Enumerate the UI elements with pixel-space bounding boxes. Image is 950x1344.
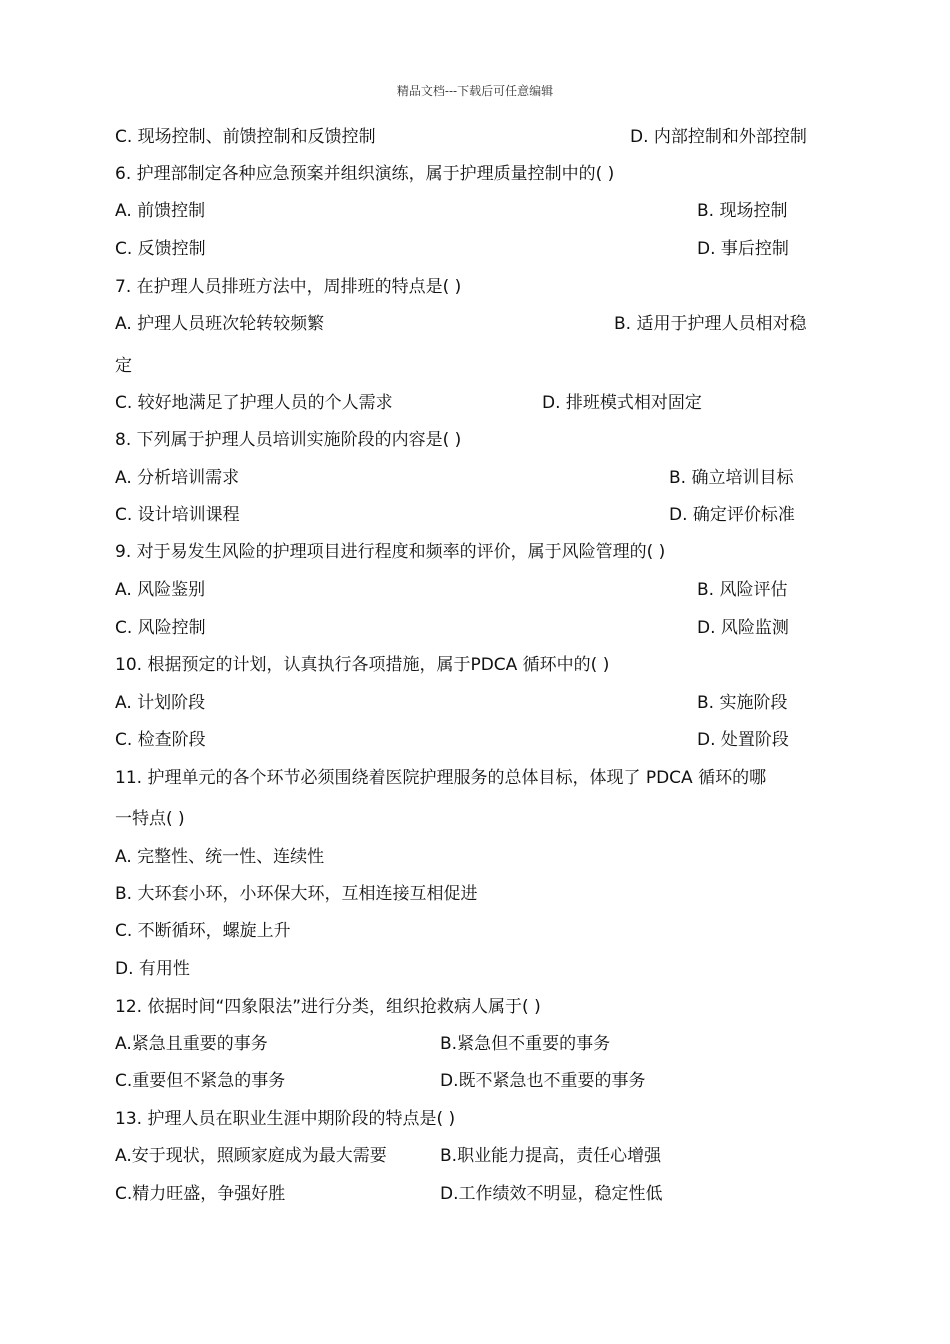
question-9: 9. 对于易发生风险的护理项目进行程度和频率的评价，属于风险管理的( ) [115,542,666,562]
option-11d: D. 有用性 [115,959,190,979]
option-9a: A. 风险鉴别 [115,580,206,600]
option-11c: C. 不断循环，螺旋上升 [115,921,291,941]
option-10a: A. 计划阶段 [115,693,206,713]
option-10c: C. 检查阶段 [115,730,206,750]
option-7c: C. 较好地满足了护理人员的个人需求 [115,393,393,413]
question-11-continued: 一特点( ) [115,809,185,829]
option-5c: C. 现场控制、前馈控制和反馈控制 [115,127,376,147]
option-11b: B. 大环套小环，小环保大环，互相连接互相促进 [115,884,478,904]
option-8b: B. 确立培训目标 [669,468,794,488]
option-12b: B.紧急但不重要的事务 [440,1034,611,1054]
option-6a: A. 前馈控制 [115,201,206,221]
option-10b: B. 实施阶段 [697,693,788,713]
question-10: 10. 根据预定的计划，认真执行各项措施，属于PDCA 循环中的( ) [115,655,610,675]
option-11a: A. 完整性、统一性、连续性 [115,847,325,867]
question-11: 11. 护理单元的各个环节必须围绕着医院护理服务的总体目标，体现了 PDCA 循环的哪 [115,768,767,788]
option-12d: D.既不紧急也不重要的事务 [440,1071,646,1091]
question-7: 7. 在护理人员排班方法中，周排班的特点是( ) [115,277,462,297]
question-8: 8. 下列属于护理人员培训实施阶段的内容是( ) [115,430,462,450]
question-6: 6. 护理部制定各种应急预案并组织演练，属于护理质量控制中的( ) [115,164,615,184]
option-7b: B. 适用于护理人员相对稳 [614,314,807,334]
option-7b-continued: 定 [115,356,132,376]
option-12c: C.重要但不紧急的事务 [115,1071,286,1091]
option-8d: D. 确定评价标准 [669,505,795,525]
option-6b: B. 现场控制 [697,201,788,221]
option-8c: C. 设计培训课程 [115,505,240,525]
option-13a: A.安于现状，照顾家庭成为最大需要 [115,1146,387,1166]
option-6c: C. 反馈控制 [115,239,206,259]
option-7a: A. 护理人员班次轮转较频繁 [115,314,325,334]
option-12a: A.紧急且重要的事务 [115,1034,268,1054]
page-header: 精品文档---下载后可任意编辑 [396,84,554,98]
option-7d: D. 排班模式相对固定 [542,393,702,413]
question-12: 12. 依据时间“四象限法”进行分类，组织抢救病人属于( ) [115,997,541,1017]
option-13d: D.工作绩效不明显，稳定性低 [440,1184,663,1204]
option-13b: B.职业能力提高，责任心增强 [440,1146,662,1166]
option-13c: C.精力旺盛，争强好胜 [115,1184,286,1204]
option-9c: C. 风险控制 [115,618,206,638]
option-10d: D. 处置阶段 [697,730,789,750]
option-9d: D. 风险监测 [697,618,789,638]
question-13: 13. 护理人员在职业生涯中期阶段的特点是( ) [115,1109,456,1129]
option-9b: B. 风险评估 [697,580,788,600]
option-8a: A. 分析培训需求 [115,468,240,488]
option-6d: D. 事后控制 [697,239,789,259]
option-5d: D. 内部控制和外部控制 [630,127,807,147]
